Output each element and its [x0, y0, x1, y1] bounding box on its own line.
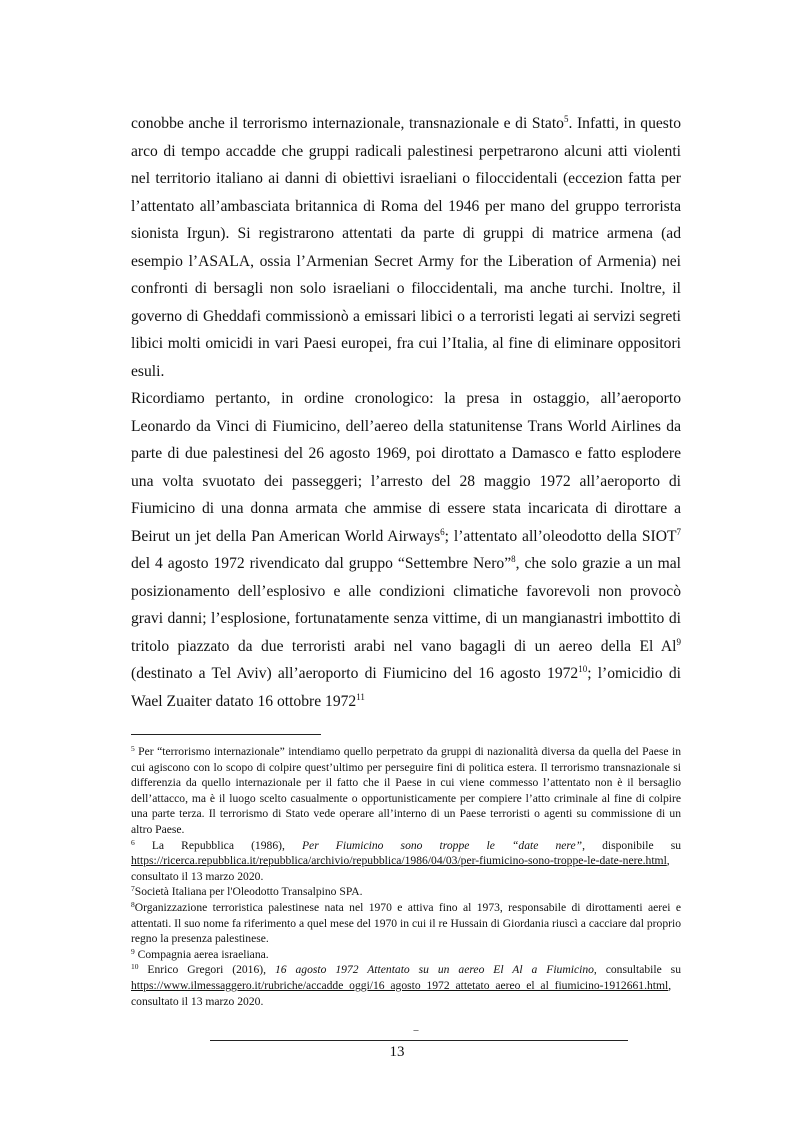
- footnote-number: 9: [131, 946, 135, 956]
- footnote-8: [131, 900, 681, 947]
- footnote-number: 5: [131, 744, 135, 753]
- footnote-link[interactable]: https://ricerca.repubblica.it/repubblica/archivio/repubblica/1986/04/03/per-fiumicino-sono-troppe-le-date-nere.html: [131, 854, 667, 868]
- footnotes: [131, 744, 681, 1009]
- body-text: [131, 110, 681, 715]
- footnote-title: 16 agosto 1972 Attentato su un aereo El Al a Fiumicino: [274, 963, 594, 977]
- text-run: Ricordiamo pertanto, in ordine cronologico: la presa in ostaggio, all’aeroporto Leonardo da Vinci di Fiumicino, dell’aereo della statunitense Trans World Airlines da parte di due palestinesi del 26 agosto 1969, poi dirottato a Damasco e fatto esplodere una volta svuotato dei passeggeri; l’arresto del 28 maggio 1972 all’aeroporto di Fiumicino di una donna armata che ammise di essere stata incaricata di dirottare a Beirut un jet della Pan American World Airways: [131, 390, 681, 545]
- text-run: conobbe anche il terrorismo internazionale, transnazionale e di Stato: [131, 115, 564, 132]
- footnote-text: Enrico Gregori (2016),: [138, 963, 275, 977]
- text-run: (destinato a Tel Aviv) all’aeroporto di Fiumicino del 16 agosto 1972: [131, 665, 579, 682]
- footnote-ref-7[interactable]: 7: [676, 526, 681, 537]
- footnote-6: [131, 838, 681, 885]
- footnote-text: Organizzazione terroristica palestinese nata nel 1970 e attiva fino al 1973, responsabile di dirottamenti aerei e attentati. Il suo nome fa riferimento a quel mese del 1970 in cui il re Hussain di Giordania riuscì a cacciare dal proprio regno la presenza palestinese.: [131, 900, 681, 946]
- paragraph-1: [131, 110, 681, 385]
- footer-mark: –: [413, 1025, 419, 1036]
- text-run: , che solo grazie a un mal posizionamento dell’esplosivo e alle condizioni climatiche favorevoli non provocò gravi danni; l’esplosione, fortunatamente senza vittime, di un mangianastri imbottito di tritolo piazzato da due terroristi arabi nel vano bagagli di un aereo della El Al: [131, 555, 681, 655]
- footnote-ref-8[interactable]: 8: [511, 554, 516, 564]
- footnote-ref-11[interactable]: 11: [356, 691, 365, 702]
- paragraph-2: [131, 385, 681, 715]
- page-number: 13: [389, 1044, 405, 1060]
- footnote-text: , consultato il 13 marzo 2020.: [131, 978, 672, 1008]
- footnote-ref-10[interactable]: 10: [578, 664, 588, 674]
- footnote-number: 10: [131, 962, 139, 972]
- footer-rule: [210, 1040, 628, 1041]
- footnote-5: [131, 744, 681, 838]
- footnote-number: 8: [131, 899, 135, 909]
- footnote-text: Per “terrorismo internazionale” intendiamo quello perpetrato da gruppi di nazionalità diversa da quella del Paese in cui agiscono con lo scopo di colpire quest’ultimo per perseguire fini di politica estera. Il terrorismo transnazionale si differenzia da quello internazionale per il fatto che il Paese in cui viene commesso l’attentato non è il bersaglio dell’attacco, ma è il luogo scelto casualmente o opportunisticamente per compiere l’atto criminale al fine di colpire una parte terza. Il terrorismo di Stato vede operare all’interno di un Paese terroristi o agenti su commissione di un altro Paese.: [131, 745, 681, 836]
- footnote-text: Compagnia aerea israeliana.: [134, 947, 269, 961]
- footnote-ref-6[interactable]: 6: [440, 526, 445, 537]
- text-run: ; l’attentato all’oleodotto della SIOT: [444, 527, 677, 545]
- footnote-separator: [131, 734, 321, 735]
- text-run: del 4 agosto 1972 rivendicato dal gruppo “Settembre Nero”: [131, 555, 512, 572]
- footnote-text: , disponibile su: [582, 838, 682, 852]
- text-run: . Infatti, in questo arco di tempo accadde che gruppi radicali palestinesi perpetrarono alcuni atti violenti nel territorio italiano ai danni di obiettivi israeliani o filoccidentali (eccezion fatta per l’attentato all’ambasciata britannica di Roma del 1946 per mano del gruppo terrorista sionista Irgun). Si registrarono attentati da parte di gruppi di matrice armena (ad esempio l’ASALA, ossia l’Armenian Secret Army for the Liberation of Armenia) nei confronti di bersagli non solo israeliani o filoccidentali, ma anche turchi. Inoltre, il governo di Gheddafi commissionò a emissari libici o a terroristi legati ai servizi segreti libici molti omicidi in vari Paesi europei, fra cui l’Italia, al fine di eliminare oppositori esuli.: [131, 115, 682, 380]
- footnote-text: , consultato il 13 marzo 2020.: [131, 854, 670, 883]
- footnote-number: 6: [131, 837, 135, 847]
- footnote-ref-5[interactable]: 5: [563, 114, 569, 124]
- footnote-link[interactable]: https://www.ilmessaggero.it/rubriche/accadde_oggi/16_agosto_1972_attetato_aereo_el_al_fiumicino-1912661.html: [131, 978, 669, 992]
- footnote-title: Per Fiumicino sono troppe le “date nere”: [301, 838, 583, 852]
- text-run: ; l’omicidio di Wael Zuaiter datato 16 ottobre 1972: [131, 665, 681, 710]
- footnote-text: Società Italiana per l'Oleodotto Transalpino SPA.: [134, 885, 363, 899]
- footnote-text: La Repubblica (1986),: [134, 838, 302, 852]
- footnote-9: [131, 947, 681, 963]
- footnote-ref-9[interactable]: 9: [676, 636, 681, 647]
- footnote-number: 7: [131, 884, 135, 894]
- footnote-10: [131, 962, 681, 1009]
- footnote-7: [131, 884, 681, 900]
- footnote-text: , consultabile su: [593, 963, 681, 977]
